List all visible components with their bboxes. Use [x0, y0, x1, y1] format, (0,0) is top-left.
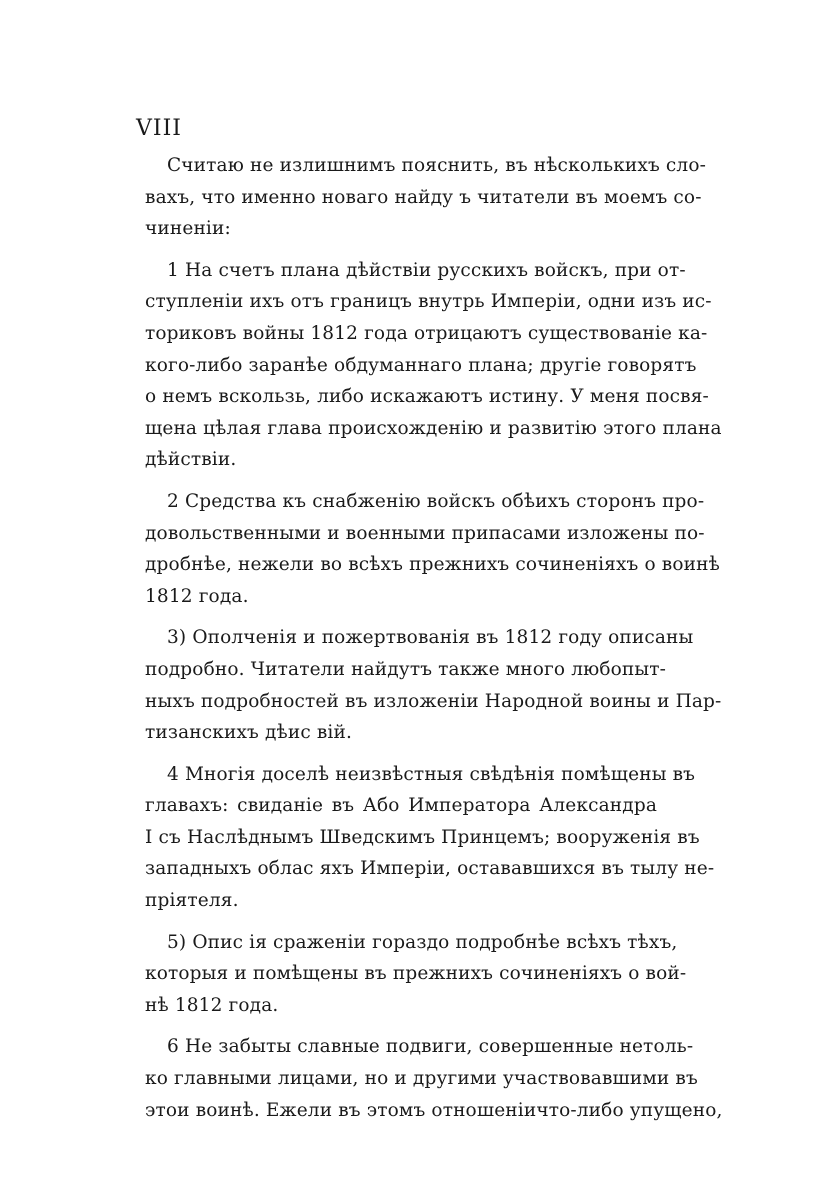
text-line: главахъ: свиданіе въ Або Императора Александра	[145, 795, 657, 817]
text-line: чиненіи:	[145, 218, 231, 240]
paragraph-item-5	[145, 927, 687, 1022]
paragraph-item-3	[145, 622, 722, 748]
text-line: 4 Многія доселѣ неизвѣстныя свѣдѣнія помѣщены въ	[167, 763, 696, 785]
text-line: щена цѣлая глава происхожденію и развитію этого плана	[145, 417, 722, 439]
paragraph-intro	[145, 150, 707, 245]
paragraph-item-2	[145, 486, 720, 612]
page-number: VIII	[136, 116, 182, 141]
text-line: нѣ 1812 года.	[145, 994, 279, 1016]
text-line: этои воинѣ. Ежели въ этомъ отношенiичто-либо упущено,	[145, 1099, 723, 1121]
text-line: кого-либо заранѣе обдуманнаго плана; другіе говорятъ	[145, 354, 697, 376]
text-line: о немъ вскользь, либо искажаютъ истину. У меня посвя-	[145, 386, 709, 408]
text-line: 1 На счетъ плана дѣйствіи русскихъ войскъ, при от-	[167, 259, 686, 281]
paragraph-item-6	[145, 1031, 723, 1126]
body-text	[145, 150, 723, 1136]
text-line: ко главными лицами, но и другими участвовавшими въ	[145, 1068, 698, 1090]
paragraph-item-4	[145, 759, 715, 917]
text-line: I съ Наслѣднымъ Шведскимъ Принцемъ; вооруженія въ	[145, 826, 700, 848]
text-line: Считаю не излишнимъ пояснить, въ нѣсколькихъ сло-	[167, 155, 707, 176]
text-line: дѣйствіи.	[145, 449, 237, 471]
text-line: пріятеля.	[145, 890, 239, 912]
text-line: подробно. Читатели найдутъ также много любопыт-	[145, 658, 667, 680]
text-line: 2 Средства къ снабженію войскъ обѣихъ сторонъ про-	[167, 490, 705, 512]
text-line: 6 Не забыты славные подвиги, совершенные нетоль-	[167, 1036, 694, 1058]
text-line: которыя и помѣщены въ прежнихъ сочиненіяхъ о вой-	[145, 963, 687, 985]
text-line: довольственными и военными припасами изложены по-	[145, 522, 705, 544]
text-line: 5) Опис ія сраженіи гораздо подробнѣе всѣхъ тѣхъ,	[167, 931, 678, 953]
text-line: вахъ, что именно новаго найду ъ читатели въ моемъ со-	[145, 186, 702, 208]
text-line: ториковъ войны 1812 года отрицаютъ существованіе ка-	[145, 322, 708, 344]
text-line: ныхъ подробностей въ изложеніи Народной воины и Пар-	[145, 690, 722, 712]
text-line: 3) Ополченія и пожертвованія въ 1812 году описаны	[167, 627, 694, 649]
text-line: ступленіи ихъ отъ границъ внутрь Имперіи, одни изъ ис-	[145, 291, 712, 313]
text-line: 1812 года.	[145, 585, 249, 607]
text-line: западныхъ облас яхъ Имперіи, остававшихся въ тылу не-	[145, 858, 715, 880]
text-line: дробнѣе, нежели во всѣхъ прежнихъ сочиненіяхъ о воинѣ	[145, 554, 720, 576]
text-line: тизанскихъ дѣис вій.	[145, 722, 353, 744]
paragraph-item-1	[145, 255, 722, 476]
